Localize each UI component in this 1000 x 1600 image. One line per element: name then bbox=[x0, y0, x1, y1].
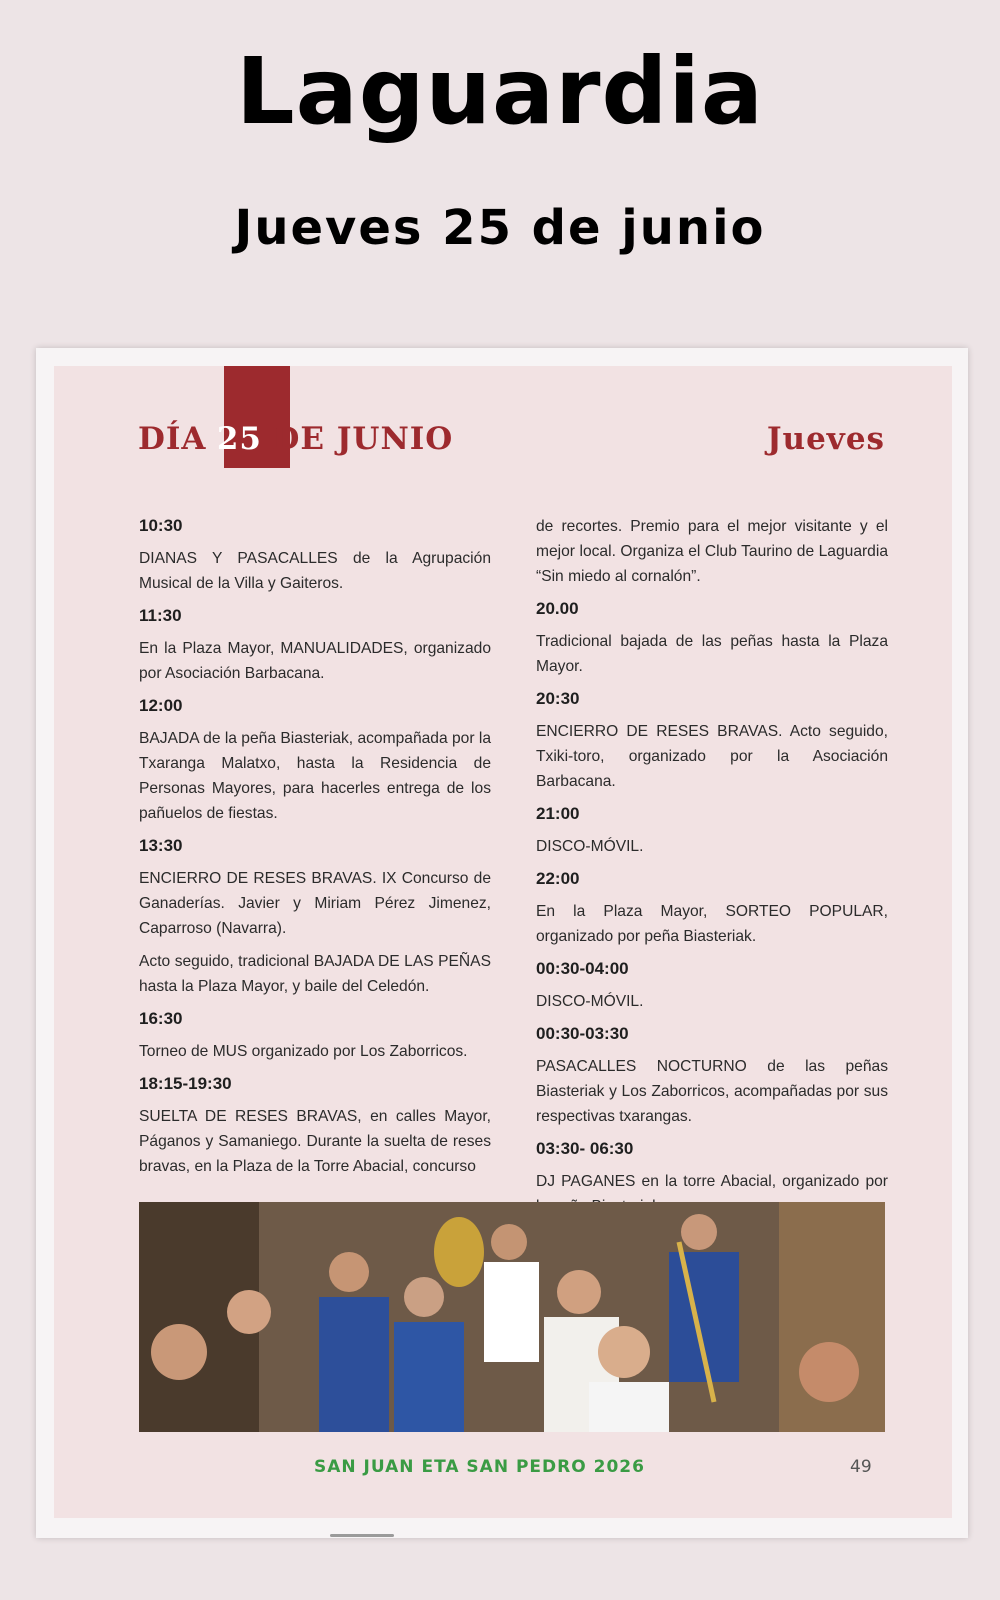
page-header-date bbox=[138, 421, 453, 457]
schedule-description: ENCIERRO DE RESES BRAVAS. IX Concurso de Ganaderías. Javier y Miriam Pérez Jimenez, Caparroso (Navarra). bbox=[139, 870, 491, 937]
schedule-description: Acto seguido, tradicional BAJADA DE LAS PEÑAS hasta la Plaza Mayor, y baile del Celedón. bbox=[139, 953, 491, 995]
schedule-description: En la Plaza Mayor, SORTEO POPULAR, organizado por peña Biasteriak. bbox=[536, 903, 888, 945]
schedule-description: Tradicional bajada de las peñas hasta la Plaza Mayor. bbox=[536, 633, 888, 675]
schedule-time: 18:15-19:30 bbox=[139, 1074, 232, 1093]
schedule-description: DJ PAGANES en la torre Abacial, organizado por bbox=[536, 1173, 888, 1190]
schedule-time: 20.00 bbox=[536, 599, 579, 618]
page-header-weekday: Jueves bbox=[766, 421, 885, 457]
schedule-time: 03:30- 06:30 bbox=[536, 1139, 634, 1158]
schedule-right-column bbox=[536, 514, 888, 1227]
schedule-description: BAJADA de la peña Biasteriak, acompañada por la Txaranga Malatxo, hasta la Residencia de Personas Mayores, para hacerles entrega de los pañuelos de fiestas. bbox=[139, 730, 491, 822]
schedule-time: 16:30 bbox=[139, 1009, 183, 1028]
story-title: Laguardia bbox=[236, 38, 764, 145]
schedule-description: de recortes. Premio para el mejor visitante y el mejor local. Organiza el Club Taurino de Laguardia “Sin miedo al cornalón”. bbox=[536, 518, 888, 585]
schedule-description: SUELTA DE RESES BRAVAS, en calles Mayor, Páganos y Samaniego. Durante la suelta de reses bravas, en la Plaza de la Torre Abacial, concurso bbox=[139, 1108, 491, 1175]
schedule-description: DISCO-MÓVIL. bbox=[536, 838, 644, 855]
schedule-time: 22:00 bbox=[536, 869, 580, 888]
scroll-indicator bbox=[330, 1534, 394, 1537]
schedule-time: 13:30 bbox=[139, 836, 183, 855]
schedule-description: DIANAS Y PASACALLES de la Agrupación Musical de la Villa y Gaiteros. bbox=[139, 550, 491, 592]
schedule-description: PASACALLES NOCTURNO de las peñas Biasteriak y Los Zaborricos, acompañadas por sus respectivas txarangas. bbox=[536, 1058, 888, 1125]
festival-photo bbox=[139, 1202, 885, 1432]
schedule-description: DISCO-MÓVIL. bbox=[536, 993, 644, 1010]
schedule-time: 10:30 bbox=[139, 516, 183, 535]
page-footer-text: SAN JUAN ETA SAN PEDRO 2026 bbox=[314, 1457, 645, 1477]
schedule-time: 21:00 bbox=[536, 804, 580, 823]
crowd-image bbox=[139, 1202, 885, 1432]
schedule-time: 12:00 bbox=[139, 696, 183, 715]
header-de-junio: DE JUNIO bbox=[272, 421, 454, 457]
header-day-number: 25 bbox=[216, 421, 262, 457]
schedule-time: 00:30-04:00 bbox=[536, 959, 629, 978]
schedule-description: ENCIERRO DE RESES BRAVAS. Acto seguido, Txiki-toro, organizado por la Asociación Barbacana. bbox=[536, 723, 888, 790]
schedule-time: 20:30 bbox=[536, 689, 580, 708]
page-number: 49 bbox=[850, 1457, 872, 1477]
schedule-time: 11:30 bbox=[139, 606, 182, 625]
header-dia: DÍA bbox=[138, 421, 207, 457]
schedule-left-column bbox=[139, 514, 491, 1187]
schedule-time: 00:30-03:30 bbox=[536, 1024, 629, 1043]
schedule-description: Torneo de MUS organizado por Los Zaborricos. bbox=[139, 1043, 468, 1060]
schedule-description: En la Plaza Mayor, MANUALIDADES, organizado por Asociación Barbacana. bbox=[139, 640, 491, 682]
story-subtitle: Jueves 25 de junio bbox=[234, 200, 766, 256]
